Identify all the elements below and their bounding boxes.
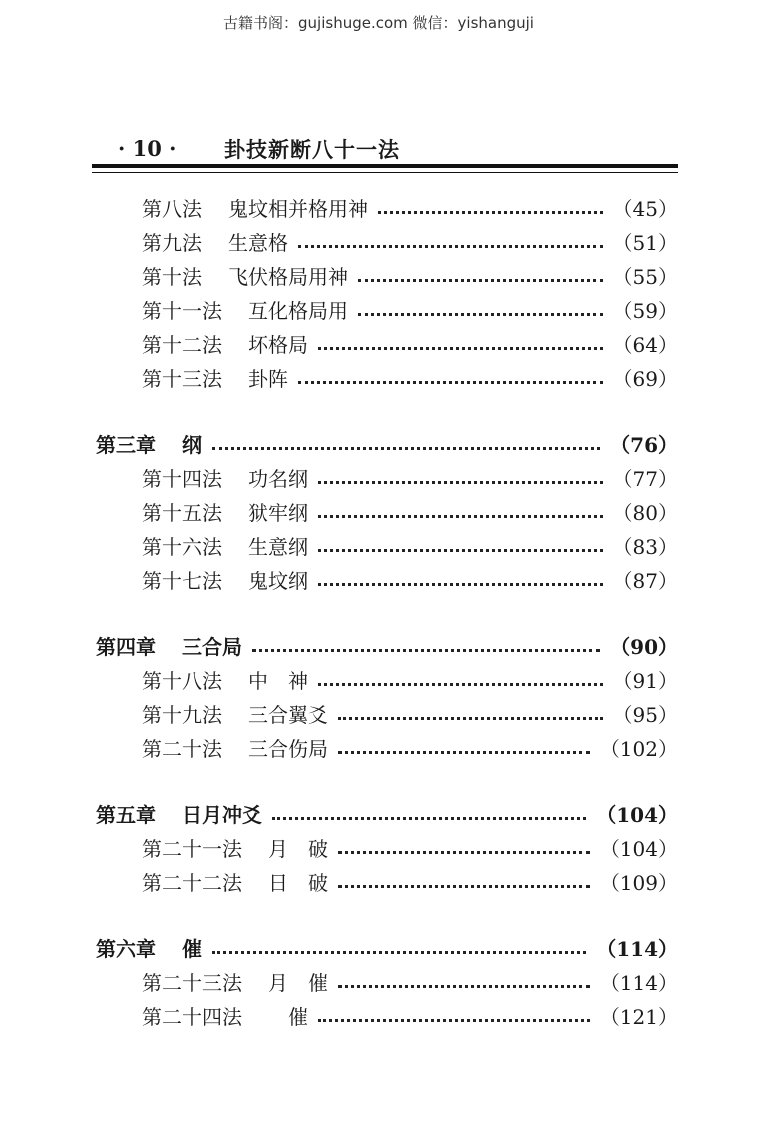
entry-title: 三合翼爻: [248, 702, 328, 727]
entry-title: 催: [268, 1004, 308, 1029]
entry-label: 第十六法: [142, 534, 222, 559]
entry-label: 第十八法: [142, 668, 222, 693]
chapter-page: （90）: [610, 634, 678, 659]
entry-page: （83）: [612, 534, 678, 559]
entry-page: （87）: [612, 568, 678, 593]
entry-label: 第二十二法: [142, 870, 242, 895]
entry-title: 功名纲: [248, 466, 308, 491]
toc-entry-method-19: [96, 696, 678, 730]
page-header: [96, 134, 678, 166]
entry-title: 飞伏格局用神: [228, 264, 348, 289]
leader-dots: [338, 981, 590, 988]
leader-dots: [318, 511, 603, 518]
entry-label: 第九法: [142, 230, 202, 255]
toc-entry-method-16: [96, 528, 678, 562]
entry-title: 互化格局用: [248, 298, 348, 323]
leader-dots: [212, 947, 586, 954]
toc-entry-method-10: [96, 258, 678, 292]
toc-entry-method-9: [96, 224, 678, 258]
leader-dots: [252, 645, 600, 652]
leader-dots: [338, 881, 590, 888]
entry-title: 坏格局: [248, 332, 308, 357]
leader-dots: [318, 1015, 590, 1022]
chapter-page: （114）: [596, 936, 678, 961]
entry-title: 鬼坟纲: [248, 568, 308, 593]
chapter-label: 第五章: [96, 802, 156, 827]
entry-label: 第二十三法: [142, 970, 242, 995]
header-rule-thick: [92, 164, 678, 168]
leader-dots: [338, 713, 603, 720]
chapter-title: 三合局: [182, 634, 242, 659]
chapter-label: 第六章: [96, 936, 156, 961]
entry-page: （91）: [612, 668, 678, 693]
entry-page: （102）: [599, 736, 678, 761]
toc-chapter-5: [96, 796, 678, 830]
entry-title: 卦阵: [248, 366, 288, 391]
leader-dots: [298, 241, 603, 248]
entry-title: 三合伤局: [248, 736, 328, 761]
entry-label: 第十三法: [142, 366, 222, 391]
leader-dots: [318, 545, 603, 552]
entry-page: （95）: [612, 702, 678, 727]
leader-dots: [318, 679, 603, 686]
header-rule-thin: [92, 172, 678, 173]
leader-dots: [358, 309, 603, 316]
toc-entry-method-17: [96, 562, 678, 596]
entry-page: （45）: [612, 196, 678, 221]
entry-page: （77）: [612, 466, 678, 491]
leader-dots: [378, 207, 603, 214]
entry-title: 鬼坟相并格用神: [228, 196, 368, 221]
entry-label: 第十二法: [142, 332, 222, 357]
chapter-label: 第四章: [96, 634, 156, 659]
entry-label: 第二十法: [142, 736, 222, 761]
leader-dots: [272, 813, 586, 820]
entry-page: （80）: [612, 500, 678, 525]
toc-entry-method-8: [96, 190, 678, 224]
entry-page: （59）: [612, 298, 678, 323]
chapter-label: 第三章: [96, 432, 156, 457]
toc-entry-method-22: [96, 864, 678, 898]
entry-label: 第十七法: [142, 568, 222, 593]
toc-chapter-4: [96, 628, 678, 662]
entry-title: 日 破: [268, 870, 328, 895]
entry-title: 生意纲: [248, 534, 308, 559]
toc-entry-method-15: [96, 494, 678, 528]
entry-page: （109）: [599, 870, 678, 895]
entry-label: 第二十一法: [142, 836, 242, 861]
entry-title: 月 催: [268, 970, 328, 995]
toc-entry-method-13: [96, 360, 678, 394]
entry-label: 第八法: [142, 196, 202, 221]
chapter-title: 日月冲爻: [182, 802, 262, 827]
toc-entry-method-12: [96, 326, 678, 360]
entry-title: 狱牢纲: [248, 500, 308, 525]
running-title: 卦技新断八十一法: [224, 138, 400, 162]
leader-dots: [212, 443, 600, 450]
toc-entry-method-18: [96, 662, 678, 696]
entry-label: 第十法: [142, 264, 202, 289]
toc-chapter-6: [96, 930, 678, 964]
entry-label: 第十五法: [142, 500, 222, 525]
toc-entry-method-23: [96, 964, 678, 998]
entry-page: （64）: [612, 332, 678, 357]
entry-label: 第十九法: [142, 702, 222, 727]
toc-entry-method-20: [96, 730, 678, 764]
chapter-page: （76）: [610, 432, 678, 457]
entry-label: 第十一法: [142, 298, 222, 323]
leader-dots: [338, 847, 590, 854]
entry-label: 第十四法: [142, 466, 222, 491]
entry-page: （69）: [612, 366, 678, 391]
leader-dots: [318, 343, 603, 350]
leader-dots: [338, 747, 590, 754]
chapter-title: 催: [182, 936, 202, 961]
leader-dots: [318, 579, 603, 586]
leader-dots: [358, 275, 603, 282]
entry-title: 月 破: [268, 836, 328, 861]
chapter-page: （104）: [596, 802, 678, 827]
toc-entry-method-24: [96, 998, 678, 1032]
table-of-contents: [96, 190, 678, 1032]
entry-title: 生意格: [228, 230, 288, 255]
leader-dots: [318, 477, 603, 484]
entry-page: （55）: [612, 264, 678, 289]
entry-title: 中 神: [248, 668, 308, 693]
toc-chapter-3: [96, 426, 678, 460]
page-number: · 10 ·: [118, 136, 177, 161]
leader-dots: [298, 377, 603, 384]
entry-label: 第二十四法: [142, 1004, 242, 1029]
watermark-text: 古籍书阁：gujishuge.com 微信：yishanguji: [223, 14, 534, 32]
entry-page: （51）: [612, 230, 678, 255]
toc-entry-method-14: [96, 460, 678, 494]
toc-entry-method-21: [96, 830, 678, 864]
entry-page: （104）: [599, 836, 678, 861]
entry-page: （114）: [599, 970, 678, 995]
chapter-title: 纲: [182, 432, 202, 457]
toc-entry-method-11: [96, 292, 678, 326]
entry-page: （121）: [599, 1004, 678, 1029]
